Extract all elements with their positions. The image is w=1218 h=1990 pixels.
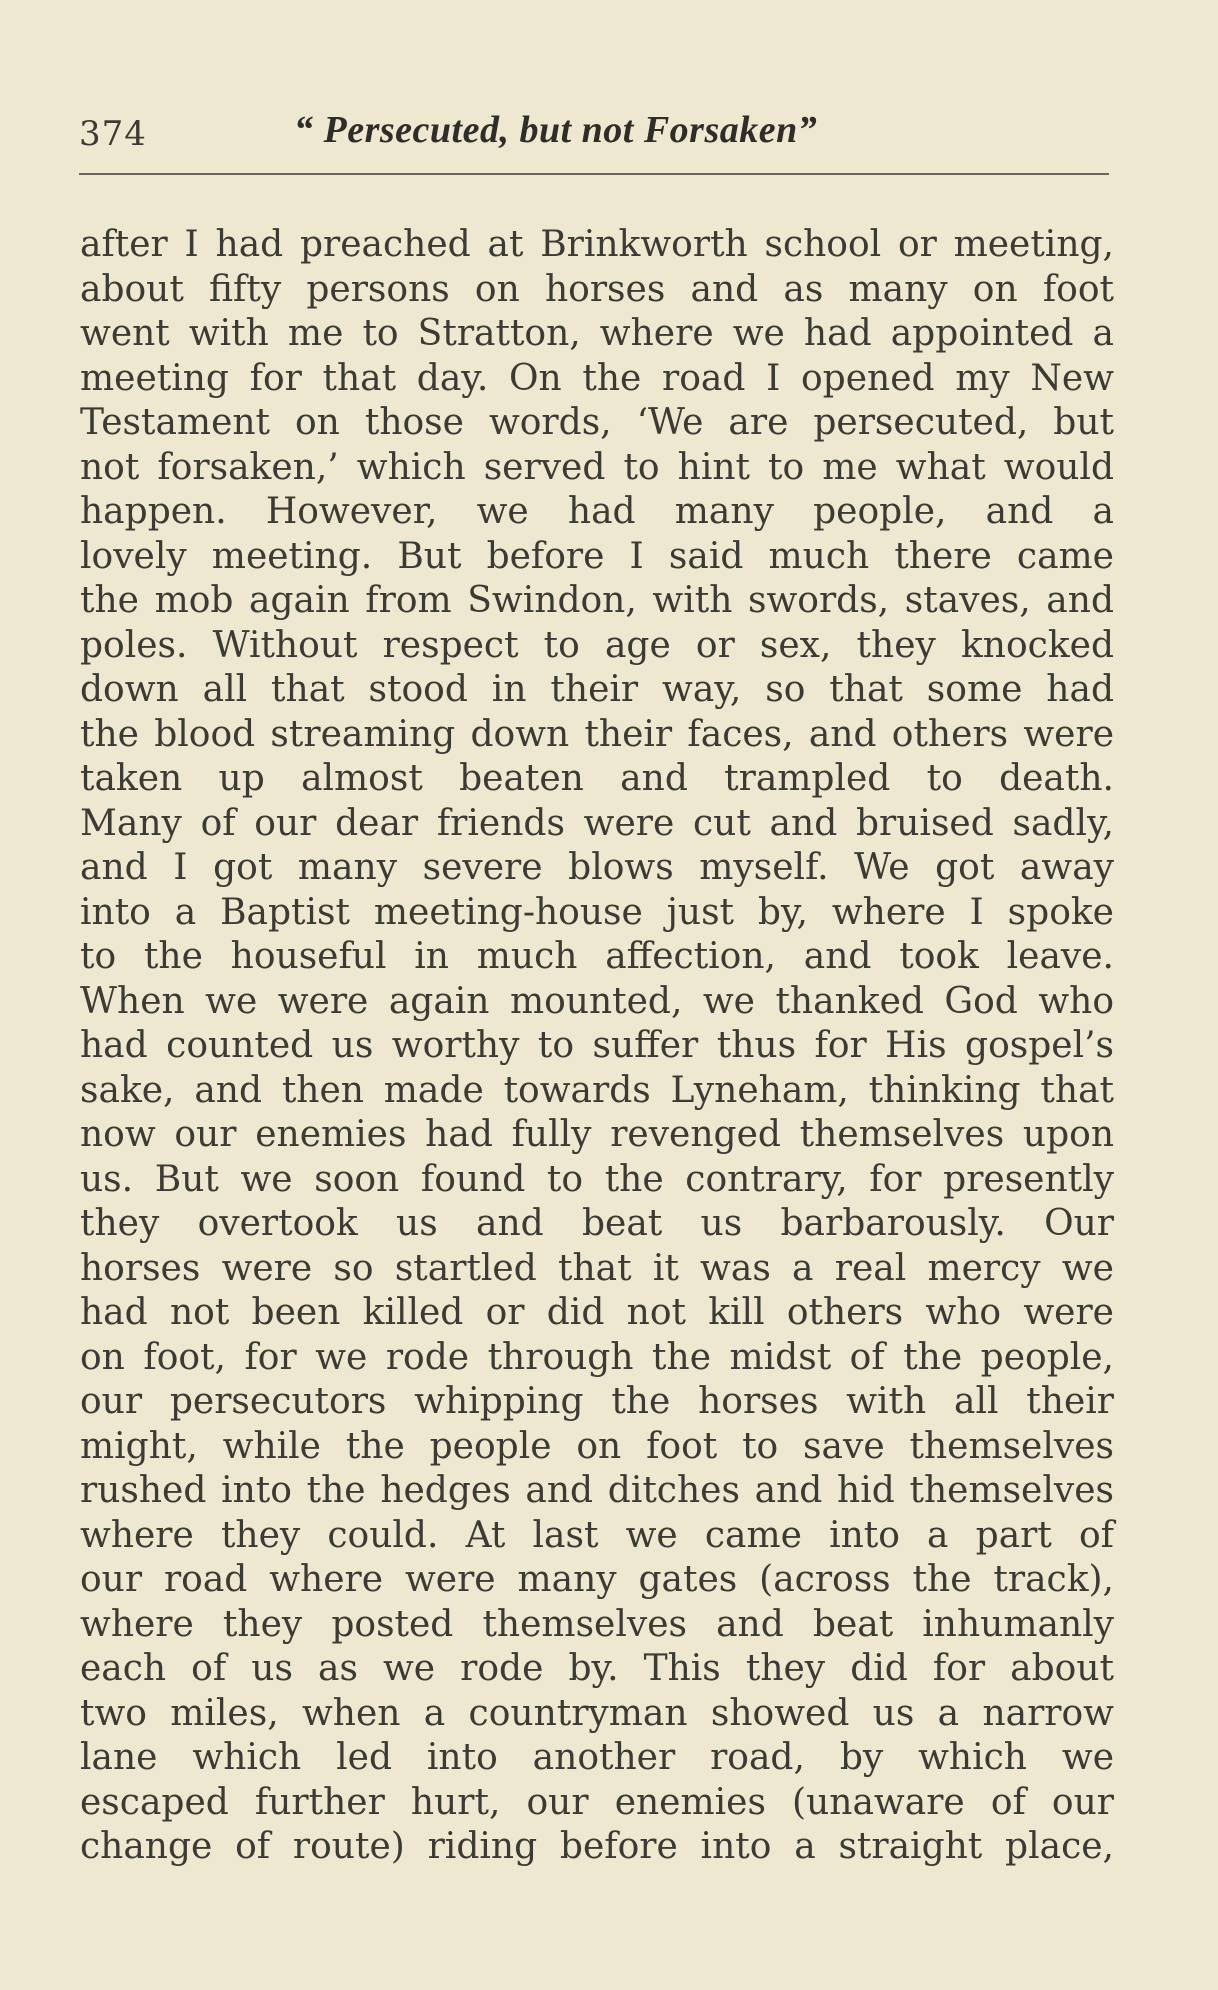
text-line: Testament on those words, ‘We are persecuted, but <box>80 402 1114 443</box>
text-line: each of us as we rode by. This they did for about <box>80 1648 1114 1689</box>
text-line: horses were so startled that it was a real mercy we <box>80 1247 1114 1289</box>
text-line: down all that stood in their way, so that some had <box>80 669 1114 710</box>
text-line: after I had preached at Brinkworth school or meeting, <box>80 224 1114 265</box>
text-line: change of route) riding before into a straight place, <box>80 1826 1114 1867</box>
text-line: not forsaken,’ which served to hint to me what would <box>80 446 1114 488</box>
text-line: about fifty persons on horses and as many on foot <box>80 268 1114 310</box>
text-line: happen. However, we had many people, and a <box>80 491 1114 532</box>
text-line: and I got many severe blows myself. We got away <box>80 847 1114 888</box>
text-line: went with me to Stratton, where we had appointed a <box>80 313 1114 354</box>
text-line: to the houseful in much affection, and took leave. <box>80 936 1114 977</box>
text-line: now our enemies had fully revenged themselves upon <box>80 1114 1114 1155</box>
text-line: escaped further hurt, our enemies (unaware of our <box>80 1781 1114 1823</box>
text-line: lane which led into another road, by which we <box>80 1737 1114 1778</box>
text-line: two miles, when a countryman showed us a narrow <box>80 1692 1114 1734</box>
text-line: lovely meeting. But before I said much there came <box>80 535 1114 577</box>
page-number: 374 <box>79 114 147 154</box>
text-line: had counted us worthy to suffer thus for His gospel’s <box>80 1025 1114 1066</box>
running-head: “ Persecuted, but not Forsaken” <box>294 109 818 151</box>
text-line: sake, and then made towards Lyneham, thinking that <box>80 1069 1114 1111</box>
text-line: our persecutors whipping the horses with all their <box>80 1381 1114 1422</box>
text-line: meeting for that day. On the road I opened my New <box>80 357 1114 399</box>
text-line: where they could. At last we came into a part of <box>80 1514 1114 1556</box>
text-line: rushed into the hedges and ditches and hid themselves <box>80 1470 1114 1511</box>
body-text <box>80 223 1114 1870</box>
text-line: had not been killed or did not kill others who were <box>80 1292 1114 1333</box>
page-header <box>79 106 1109 162</box>
text-line: our road where were many gates (across the track), <box>80 1559 1114 1600</box>
header-rule <box>79 173 1109 175</box>
text-line: where they posted themselves and beat inhumanly <box>80 1603 1114 1645</box>
text-line: they overtook us and beat us barbarously. Our <box>80 1203 1114 1244</box>
text-line: Many of our dear friends were cut and bruised sadly, <box>80 802 1114 844</box>
text-line: taken up almost beaten and trampled to death. <box>80 758 1114 799</box>
text-line: might, while the people on foot to save themselves <box>80 1425 1114 1467</box>
text-line: the mob again from Swindon, with swords, staves, and <box>80 580 1114 621</box>
text-line: When we were again mounted, we thanked God who <box>80 980 1114 1022</box>
text-line: us. But we soon found to the contrary, for presently <box>80 1158 1114 1200</box>
text-line: on foot, for we rode through the midst of the people, <box>80 1336 1114 1378</box>
text-line: poles. Without respect to age or sex, they knocked <box>80 624 1114 666</box>
text-line: into a Baptist meeting-house just by, where I spoke <box>80 891 1114 933</box>
text-line: the blood streaming down their faces, and others were <box>80 713 1114 755</box>
